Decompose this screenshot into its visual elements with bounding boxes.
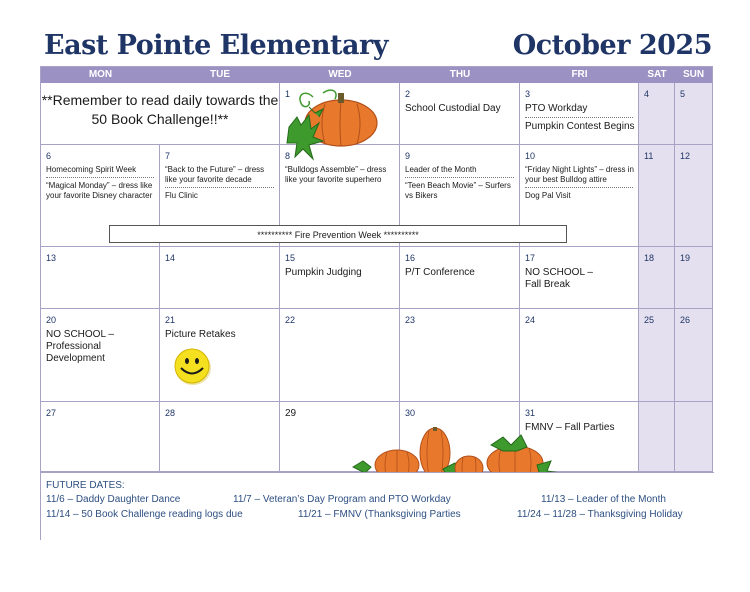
day-number: 9 <box>405 151 411 161</box>
pumpkin-icon <box>283 87 383 165</box>
divider <box>525 117 633 118</box>
day-number: 11 <box>644 151 654 161</box>
day-cell-24[interactable] <box>520 309 639 402</box>
day-number: 26 <box>680 315 691 325</box>
day-cell-14[interactable] <box>160 247 280 309</box>
event-text: Dog Pal Visit <box>525 191 571 200</box>
event-text: P/T Conference <box>405 267 475 278</box>
future-date-item: 11/14 – 50 Book Challenge reading logs due <box>46 509 243 520</box>
day-header-fri: FRI <box>520 67 639 83</box>
day-cell-3[interactable] <box>520 83 639 145</box>
reading-reminder: **Remember to read daily towards the 50 Book Challenge!!** <box>41 92 279 127</box>
day-header-tue: TUE <box>160 67 280 83</box>
day-cell-16[interactable] <box>400 247 520 309</box>
day-number: 24 <box>525 315 536 325</box>
day-cell-13[interactable] <box>41 247 160 309</box>
divider <box>46 177 154 178</box>
day-number: 29 <box>285 408 297 419</box>
day-cell-12[interactable] <box>675 145 712 247</box>
divider <box>525 187 633 188</box>
day-cell-23[interactable] <box>400 309 520 402</box>
event-text: Picture Retakes <box>165 329 236 340</box>
day-number: 14 <box>165 253 176 263</box>
day-cell-26[interactable] <box>675 309 712 402</box>
event-text: Pumpkin Contest Begins <box>525 121 635 132</box>
day-cell-21[interactable] <box>160 309 280 402</box>
day-number: 1 <box>285 89 291 99</box>
day-number: 28 <box>165 408 176 418</box>
month-title: October 2025 <box>512 30 712 61</box>
event-text: “Magical Monday” – dress like your favorite Disney character <box>46 181 153 200</box>
day-number: 27 <box>46 408 57 418</box>
day-number: 17 <box>525 253 536 263</box>
day-cell-5[interactable] <box>675 83 712 145</box>
day-header-thu: THU <box>400 67 520 83</box>
day-number: 22 <box>285 315 296 325</box>
day-number: 6 <box>46 151 52 161</box>
day-cell-2[interactable] <box>400 83 520 145</box>
event-text: “Bulldogs Assemble” – dress like your favorite superhero <box>285 165 387 184</box>
divider <box>405 177 514 178</box>
day-cell-25[interactable] <box>639 309 675 402</box>
day-cell-4[interactable] <box>639 83 675 145</box>
day-header-sun: SUN <box>675 67 712 83</box>
empty-weekend-cell <box>639 402 675 472</box>
event-text: PTO Workday <box>525 103 588 114</box>
event-text: FMNV – Fall Parties <box>525 422 615 433</box>
day-cell-18[interactable] <box>639 247 675 309</box>
empty-weekend-cell <box>675 402 712 472</box>
event-text: “Teen Beach Movie” – Surfers vs Bikers <box>405 181 511 200</box>
day-header-sat: SAT <box>639 67 675 83</box>
event-text: Homecoming Spirit Week <box>46 165 137 174</box>
day-number: 3 <box>525 89 531 99</box>
day-number: 12 <box>680 151 691 161</box>
day-header-wed: WED <box>280 67 400 83</box>
fire-prevention-banner: ********** Fire Prevention Week ********** <box>109 225 567 243</box>
future-date-item: 11/6 – Daddy Daughter Dance <box>46 494 181 505</box>
day-cell-28[interactable] <box>160 402 280 472</box>
day-number: 13 <box>46 253 57 263</box>
divider <box>165 187 274 188</box>
event-text: School Custodial Day <box>405 103 501 114</box>
calendar-grid <box>40 66 713 540</box>
day-number: 15 <box>285 253 296 263</box>
day-header-mon: MON <box>41 67 160 83</box>
day-number: 31 <box>525 408 536 418</box>
day-number: 8 <box>285 151 291 161</box>
day-cell-19[interactable] <box>675 247 712 309</box>
event-text: “Friday Night Lights” – dress in your best Bulldog attire <box>525 165 634 184</box>
event-text: Leader of the Month <box>405 165 477 174</box>
day-number: 20 <box>46 315 57 325</box>
day-number: 21 <box>165 315 176 325</box>
day-cell-11[interactable] <box>639 145 675 247</box>
event-text: NO SCHOOL – Fall Break <box>525 267 593 290</box>
day-number: 4 <box>644 89 650 99</box>
day-cell-27[interactable] <box>41 402 160 472</box>
day-cell-20[interactable] <box>41 309 160 402</box>
future-date-item: 11/13 – Leader of the Month <box>541 494 666 505</box>
day-number: 18 <box>644 253 655 263</box>
future-date-item: 11/21 – FMNV (Thanksgiving Parties <box>298 509 461 520</box>
future-date-item: 11/7 – Veteran’s Day Program and PTO Workday <box>233 494 451 505</box>
day-number: 10 <box>525 151 536 161</box>
day-number: 2 <box>405 89 411 99</box>
day-number: 25 <box>644 315 655 325</box>
day-number: 7 <box>165 151 171 161</box>
day-number: 19 <box>680 253 691 263</box>
event-text: NO SCHOOL – Professional Development <box>46 329 114 364</box>
event-text: “Back to the Future” – dress like your favorite decade <box>165 165 265 184</box>
day-number: 16 <box>405 253 416 263</box>
day-cell-15[interactable] <box>280 247 400 309</box>
school-title: East Pointe Elementary <box>44 30 388 61</box>
day-cell-17[interactable] <box>520 247 639 309</box>
day-number: 23 <box>405 315 416 325</box>
day-cell-22[interactable] <box>280 309 400 402</box>
event-text: Flu Clinic <box>165 191 198 200</box>
future-dates-section <box>41 472 714 541</box>
future-dates-title: FUTURE DATES: <box>46 480 125 491</box>
reminder-cell <box>41 83 280 145</box>
event-text: Pumpkin Judging <box>285 267 362 278</box>
smiley-icon <box>172 347 214 387</box>
future-date-item: 11/24 – 11/28 – Thanksgiving Holiday <box>517 509 683 520</box>
day-number: 5 <box>680 89 686 99</box>
day-number: 30 <box>405 408 416 418</box>
